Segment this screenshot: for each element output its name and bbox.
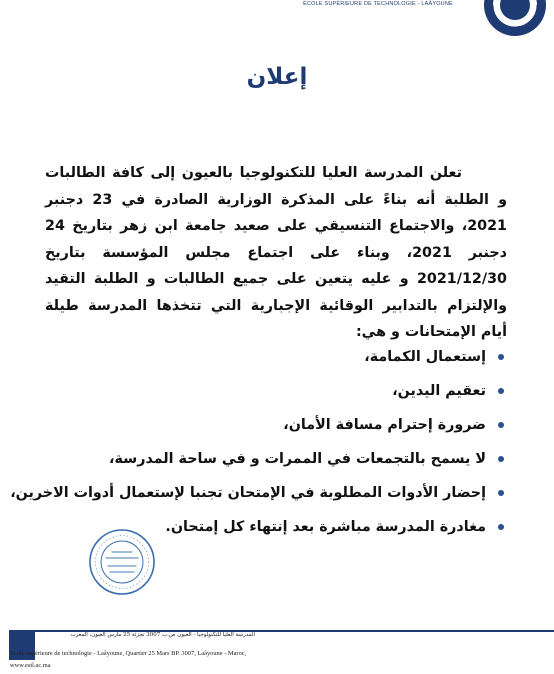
list-item xyxy=(40,340,504,374)
bullet-icon xyxy=(498,422,504,428)
measures-list xyxy=(10,340,504,544)
footer-website: www.estl.ac.ma xyxy=(10,662,51,669)
footer-arabic-address: المدرسة العليا للتكنولوجيا - العيون ص.ب 3007 تجزئة 25 مارس العيون، المغرب xyxy=(70,632,255,638)
bullet-icon xyxy=(498,354,504,360)
footer-french-address: Ecole supérieure de technologie - Laâyoune, Quartier 25 Mars BP. 3007, Laâyoune - Maroc, xyxy=(10,650,247,657)
list-item-text: تعقيم اليدين، xyxy=(392,383,486,399)
bullet-icon xyxy=(498,524,504,530)
list-item xyxy=(10,476,504,510)
list-item-text: إستعمال الكمامة، xyxy=(364,349,486,365)
footer xyxy=(0,630,554,674)
list-item xyxy=(40,408,504,442)
university-logo xyxy=(482,0,548,38)
list-item-text: مغادرة المدرسة مباشرة بعد إنتهاء كل إمتحان. xyxy=(165,519,486,535)
bullet-icon xyxy=(498,388,504,394)
list-item-text: إحضار الأدوات المطلوبة في الإمتحان تجنبا لإستعمال أدوات الاخرين، xyxy=(10,485,486,501)
announcement-body xyxy=(45,160,507,346)
bullet-icon xyxy=(498,456,504,462)
list-item-text: ضرورة إحترام مسافة الأمان، xyxy=(283,417,486,433)
list-item xyxy=(40,442,504,476)
school-name: ÉCOLE SUPÉRIEURE DE TECHNOLOGIE - LAÂYOUNE xyxy=(303,1,453,7)
list-item-text: لا يسمح بالتجمعات في الممرات و في ساحة المدرسة، xyxy=(109,451,486,467)
announcement-paragraph: تعلن المدرسة العليا للتكنولوجيا بالعيون إلى كافة الطالبات و الطلبة أنه بناءً على المذكرة الوزارية الصادرة في 23 دجنبر 2021، والاجتماع التنسيقي على صعيد جامعة ابن زهر بتاريخ 24 دجنبر 2021، وبناء على اجتماع مجلس المؤسسة بتاريخ 2021/12/30 و عليه يتعين على جميع الطالبات و الطلبة التقيد والإلتزام بالتدابير الوقائية الإجبارية التي تتخذها المدرسة طيلة أيام الإمتحانات و هي: xyxy=(45,165,507,340)
bullet-icon xyxy=(498,490,504,496)
official-stamp xyxy=(88,528,156,596)
page-title: إعلان xyxy=(246,64,308,90)
list-item xyxy=(40,374,504,408)
